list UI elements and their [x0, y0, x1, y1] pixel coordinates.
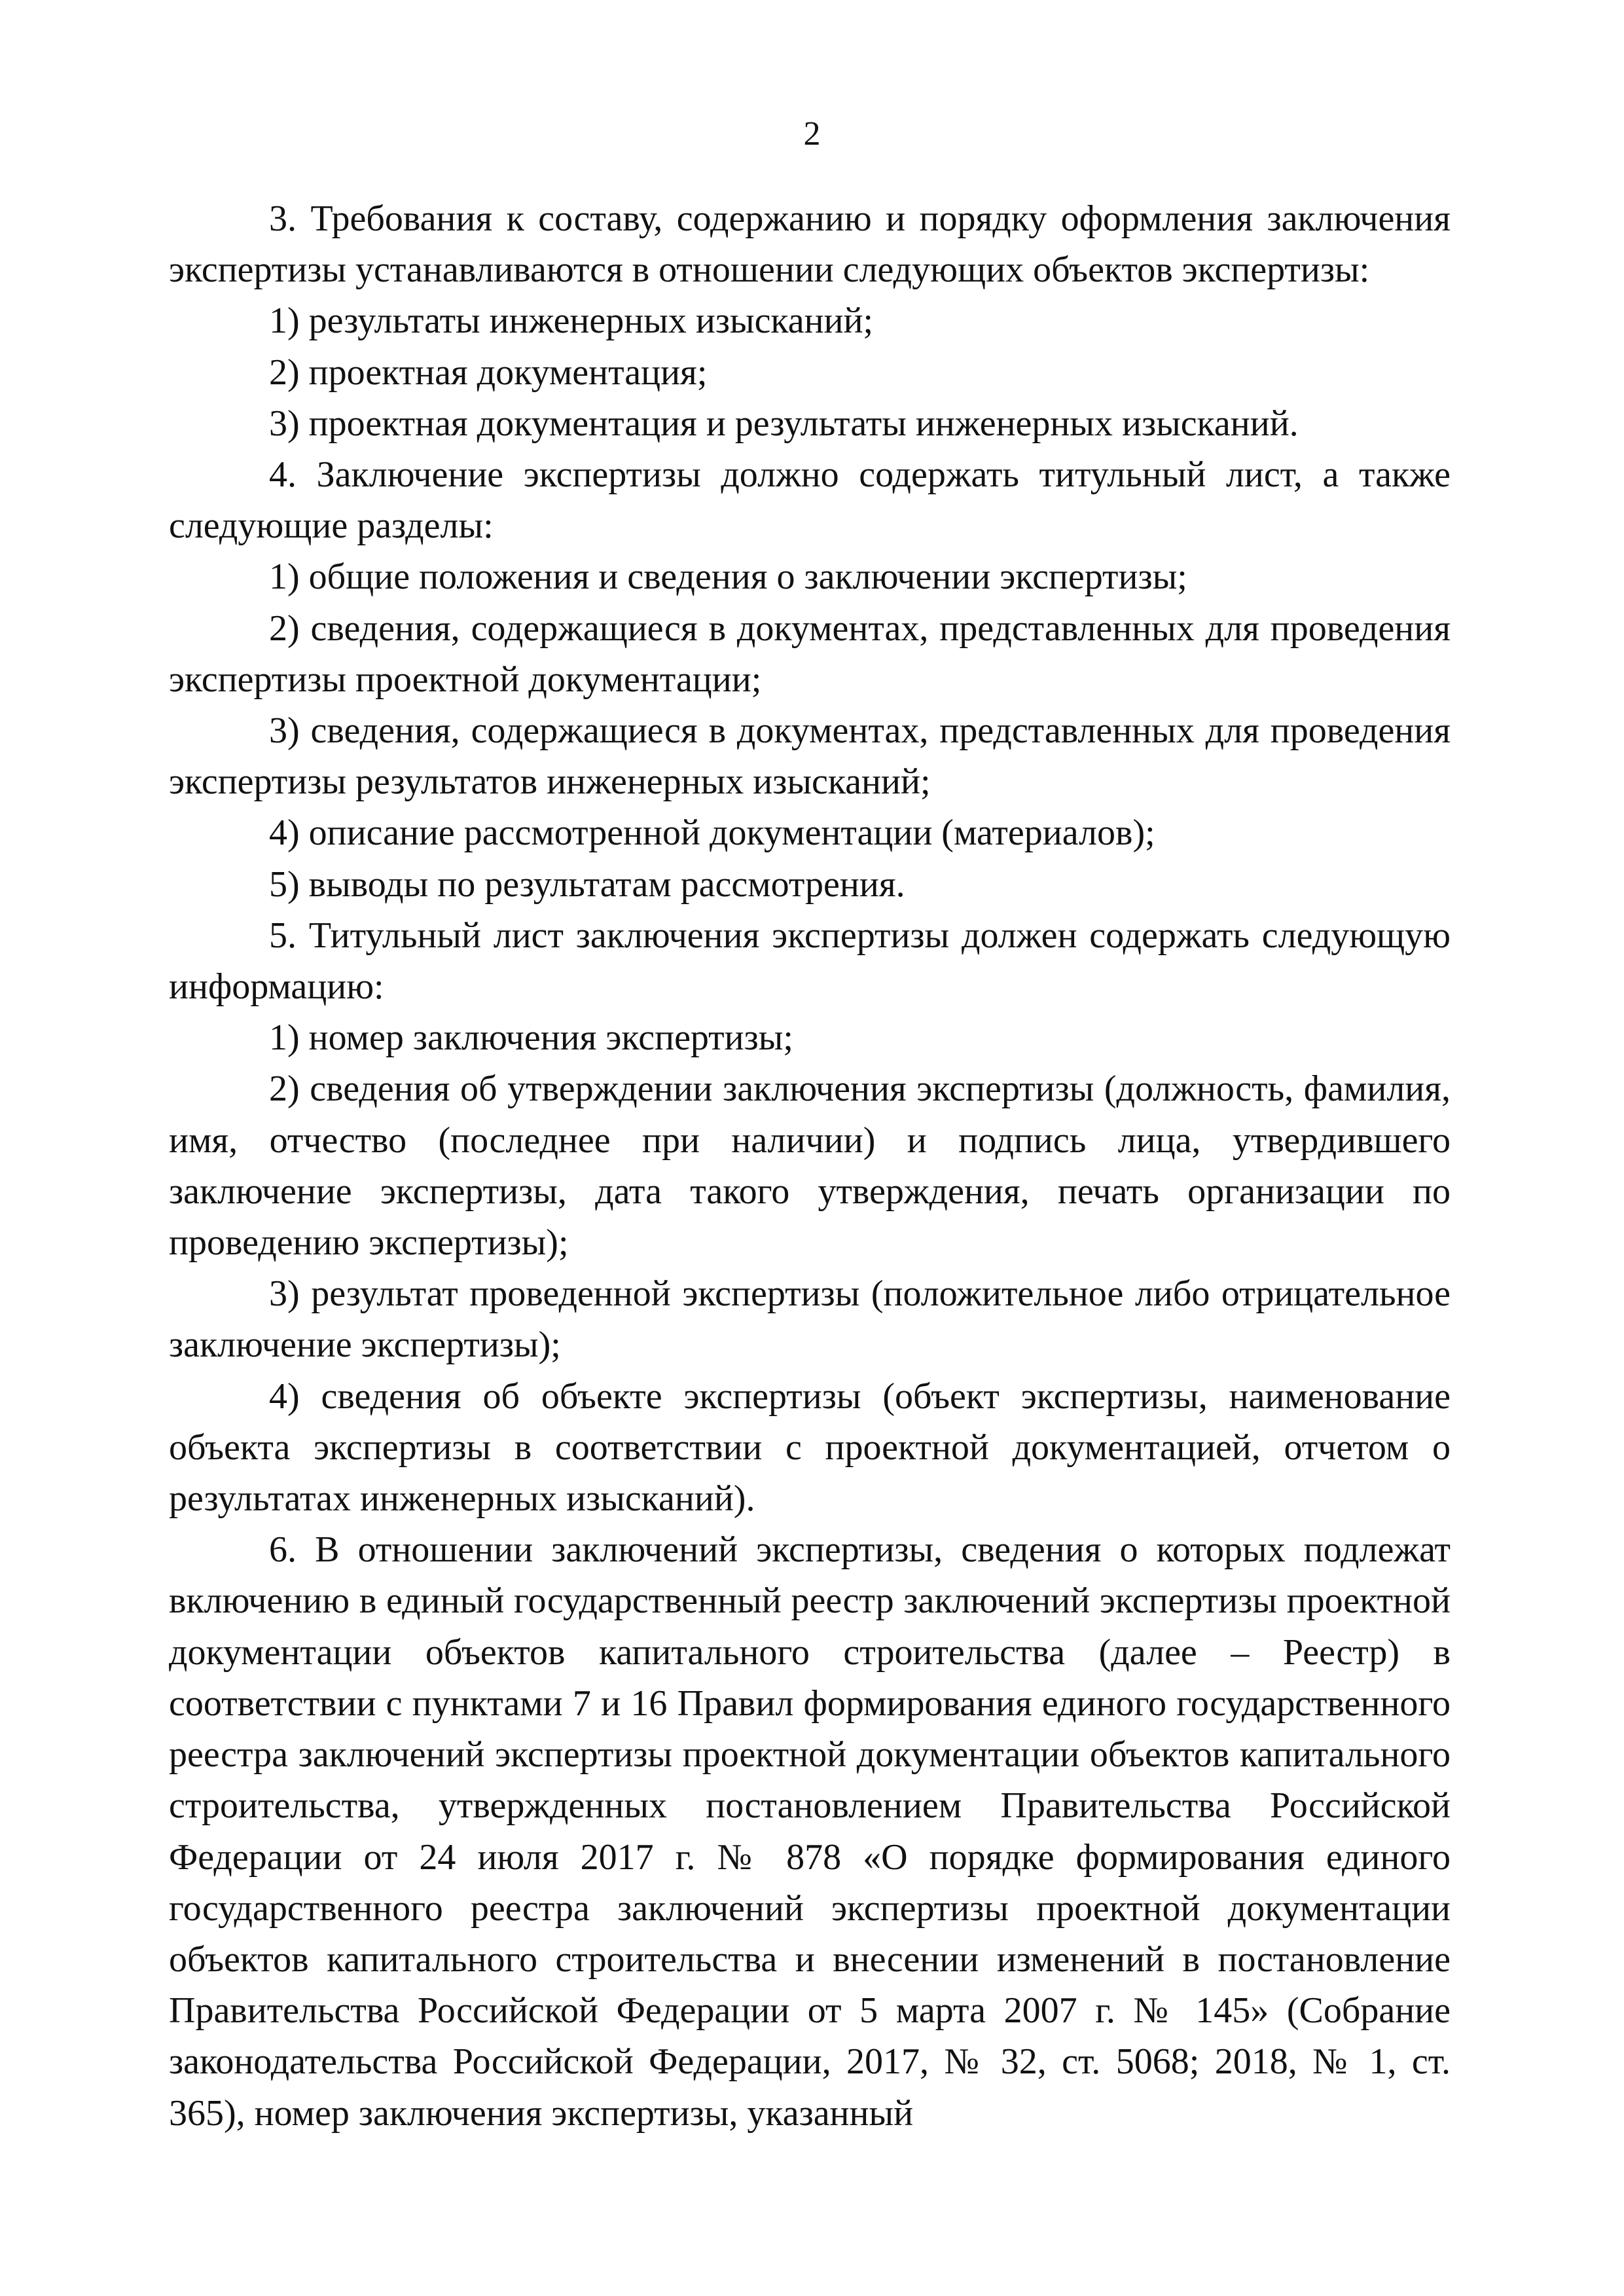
list-item-5-4: 4) сведения об объекте экспертизы (объект экспертизы, наименование объекта экспертизы в соответствии с проектной документацией, отчетом о результатах инженерных изысканий).: [169, 1376, 1451, 1520]
list-item-5-3: 3) результат проведенной экспертизы (положительное либо отрицательное заключение экспертизы);: [169, 1273, 1451, 1366]
paragraph-5-intro: 5. Титульный лист заключения экспертизы должен содержать следующую информацию:: [169, 915, 1451, 1008]
list-item-4-5: 5) выводы по результатам рассмотрения.: [269, 864, 905, 905]
list-item-5-1: 1) номер заключения экспертизы;: [269, 1017, 793, 1059]
list-item-4-4: 4) описание рассмотренной документации (материалов);: [269, 812, 1155, 854]
paragraph-6: 6. В отношении заключений экспертизы, сведения о которых подлежат включению в единый государственный реестр заключений экспертизы проектной документации объектов капитального строительства (далее – Реестр) в соответствии с пунктами 7 и 16 Правил формирования единого государственного реестра заключений экспертизы проектной документации объектов капитального строительства, утвержденных постановлением Правительства Российской Федерации от 24 июля 2017 г. № 878 «О порядке формирования единого государственного реестра заключений экспертизы проектной документации объектов капитального строительства и внесении изменений в постановление Правительства Российской Федерации от 5 марта 2007 г. № 145» (Собрание законодательства Российской Федерации, 2017, № 32, ст. 5068; 2018, № 1, ст. 365), номер заключения экспертизы, указанный: [169, 1529, 1451, 2134]
list-item-4-1: 1) общие положения и сведения о заключении экспертизы;: [269, 556, 1187, 598]
list-item-4-2: 2) сведения, содержащиеся в документах, представленных для проведения экспертизы проектной документации;: [169, 608, 1451, 700]
list-item-5-2: 2) сведения об утверждении заключения экспертизы (должность, фамилия, имя, отчество (последнее при наличии) и подпись лица, утвердившего заключение экспертизы, дата такого утверждения, печать организации по проведению экспертизы);: [169, 1068, 1451, 1264]
list-item-3-1: 1) результаты инженерных изысканий;: [269, 301, 874, 342]
paragraph-4-intro: 4. Заключение экспертизы должно содержать титульный лист, а также следующие разделы:: [169, 454, 1451, 547]
list-item-3-2: 2) проектная документация;: [269, 352, 708, 393]
document-body: [169, 193, 1451, 2139]
list-item-3-3: 3) проектная документация и результаты инженерных изысканий.: [269, 403, 1299, 444]
paragraph-3-intro: 3. Требования к составу, содержанию и порядку оформления заключения экспертизы устанавливаются в отношении следующих объектов экспертизы:: [169, 198, 1451, 291]
page-number: 2: [803, 115, 821, 153]
list-item-4-3: 3) сведения, содержащиеся в документах, представленных для проведения экспертизы результатов инженерных изысканий;: [169, 710, 1451, 803]
